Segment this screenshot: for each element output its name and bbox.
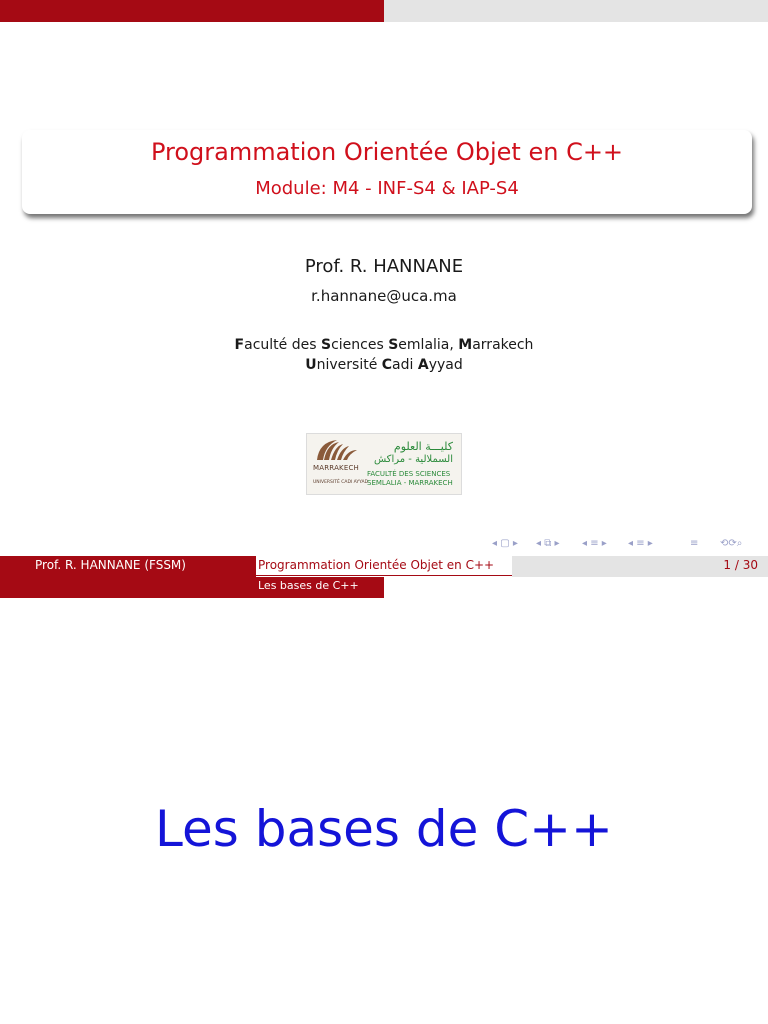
top-bar-right bbox=[384, 0, 768, 22]
logo-faculty-2: SEMLALIA - MARRAKECH bbox=[367, 479, 453, 487]
logo-arabic-1: كليـــة العلوم bbox=[393, 440, 453, 453]
nav-frame-icon[interactable]: ◂ ▢ ▸ bbox=[492, 538, 518, 549]
initial-s2: S bbox=[388, 337, 399, 353]
nav-search-icon[interactable]: ⟲⟳⌕ bbox=[720, 538, 743, 549]
footer-page-number: 1 / 30 bbox=[723, 558, 758, 572]
text-adi: adi bbox=[392, 357, 418, 373]
footer-title: Programmation Orientée Objet en C++ bbox=[258, 558, 495, 572]
text-niversite: niversité bbox=[316, 357, 382, 373]
footer-author: Prof. R. HANNANE (FSSM) bbox=[35, 558, 186, 572]
top-bar-left bbox=[0, 0, 384, 22]
text-arrakech: arrakech bbox=[472, 337, 534, 353]
initial-m: M bbox=[458, 337, 473, 353]
institution-line-1 bbox=[0, 337, 768, 353]
nav-outline-icon[interactable]: ≡ bbox=[690, 538, 699, 549]
top-bar bbox=[0, 0, 768, 22]
logo-university: UNIVERSITÉ CADI AYYAD bbox=[313, 480, 369, 485]
footer-section: Les bases de C++ bbox=[258, 579, 359, 592]
initial-a: A bbox=[417, 357, 429, 373]
text-ciences: ciences bbox=[331, 337, 389, 353]
slide-subtitle: Module: M4 - INF-S4 & IAP-S4 bbox=[255, 178, 519, 199]
footer-title-underline bbox=[256, 575, 512, 576]
text-aculte: aculté des bbox=[244, 337, 321, 353]
footer-row2-left bbox=[0, 577, 256, 598]
text-yyad: yyad bbox=[428, 357, 463, 373]
footer-bar bbox=[0, 556, 768, 598]
logo-faculty-1: FACULTÉ DES SCIENCES bbox=[367, 470, 451, 478]
slide-title: Programmation Orientée Objet en C++ bbox=[150, 138, 624, 166]
initial-u: U bbox=[305, 357, 317, 373]
faculty-logo bbox=[306, 433, 462, 495]
initial-f: F bbox=[234, 337, 245, 353]
title-box bbox=[22, 130, 752, 214]
nav-section-2-icon[interactable]: ◂ ≡ ▸ bbox=[628, 538, 653, 549]
initial-c: C bbox=[381, 357, 393, 373]
logo-arabic-2: السملالية - مراكش bbox=[373, 454, 453, 465]
section-title: Les bases de C++ bbox=[155, 800, 613, 858]
text-emlalia: emlalia, bbox=[398, 337, 459, 353]
institution-line-2 bbox=[0, 357, 768, 373]
nav-section-icon[interactable]: ◂ ≡ ▸ bbox=[582, 538, 607, 549]
footer-row2-right bbox=[384, 577, 768, 598]
author-email: r.hannane@uca.ma bbox=[311, 287, 457, 305]
nav-subsection-icon[interactable]: ◂ ⧉ ▸ bbox=[536, 538, 560, 549]
initial-s: S bbox=[320, 337, 332, 353]
logo-city: MARRAKECH bbox=[313, 464, 360, 472]
logo-emblem-icon bbox=[307, 434, 367, 466]
author-name: Prof. R. HANNANE bbox=[304, 256, 464, 277]
